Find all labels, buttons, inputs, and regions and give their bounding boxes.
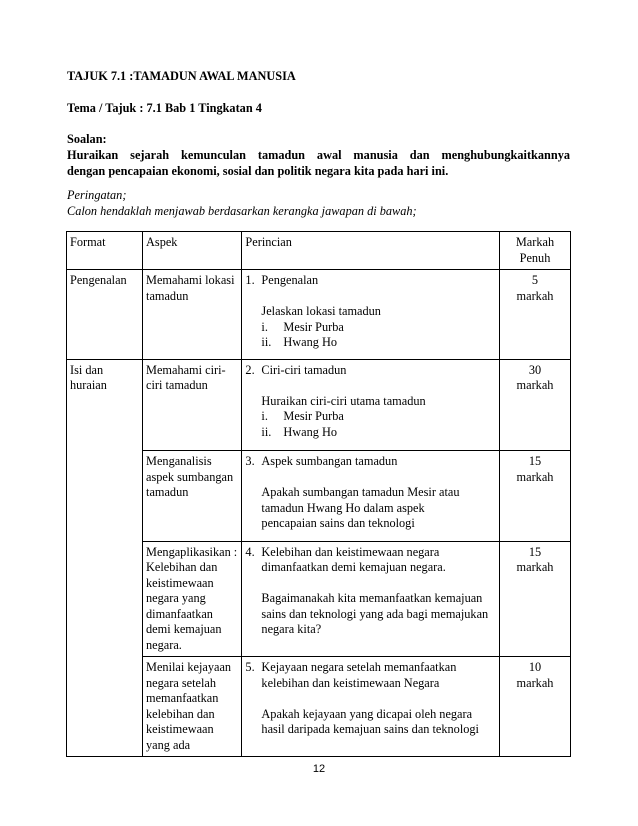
document-title: TAJUK 7.1 :TAMADUN AWAL MANUSIA bbox=[67, 69, 296, 83]
item-number: 2. bbox=[245, 362, 255, 377]
score-unit: markah bbox=[516, 560, 554, 574]
row-markah bbox=[499, 541, 570, 657]
table-header-row bbox=[67, 232, 571, 270]
sub-item-number: ii. bbox=[261, 424, 272, 439]
item-description: Huraikan ciri-ciri utama tamadun bbox=[261, 393, 426, 408]
score-unit: markah bbox=[516, 378, 554, 392]
peringatan-label: Peringatan; bbox=[67, 188, 127, 202]
score-value: 15 bbox=[528, 544, 542, 559]
score-value: 15 bbox=[528, 454, 542, 468]
item-description: Apakah kejayaan yang dicapai oleh negara hasil daripada kemajuan sains dan teknologi bbox=[261, 706, 479, 736]
header-markah: Markah Penuh bbox=[499, 232, 570, 270]
item-description: Bagaimanakah kita memanfaatkan kemajuan sains dan teknologi yang ada bagi memajukan negara kita? bbox=[261, 591, 489, 636]
header-aspek: Aspek bbox=[143, 232, 242, 270]
sub-item-number: i. bbox=[261, 319, 268, 334]
page-number: 12 bbox=[312, 763, 326, 775]
item-number: 5. bbox=[245, 660, 255, 674]
row-perincian bbox=[242, 359, 500, 451]
row-aspek: Memahami ciri-ciri tamadun bbox=[143, 359, 242, 451]
table-row bbox=[67, 270, 571, 360]
sub-item-text: Hwang Ho bbox=[283, 335, 338, 349]
soalan-line-1: Huraikan sejarah kemunculan tamadun awal manusia dan menghubungkaitkannya bbox=[67, 148, 570, 162]
row-markah bbox=[499, 657, 570, 757]
table-row bbox=[67, 359, 571, 451]
row-format: Isi dan huraian bbox=[67, 359, 143, 451]
item-number: 1. bbox=[245, 273, 255, 287]
row-format bbox=[67, 451, 143, 542]
score-unit: markah bbox=[516, 288, 554, 303]
item-title: Kelebihan dan keistimewaan negara dimanfaatkan demi kemajuan negara. bbox=[261, 544, 446, 574]
sub-item-text: Mesir Purba bbox=[283, 409, 344, 423]
tema-line: Tema / Tajuk : 7.1 Bab 1 Tingkatan 4 bbox=[67, 101, 262, 115]
score-value: 10 bbox=[528, 660, 542, 674]
row-perincian bbox=[242, 657, 500, 757]
item-description: Jelaskan lokasi tamadun bbox=[261, 304, 381, 318]
score-unit: markah bbox=[516, 675, 554, 690]
item-title: Kejayaan negara setelah memanfaatkan kelebihan dan keistimewaan Negara bbox=[261, 660, 457, 690]
item-title: Aspek sumbangan tamadun bbox=[261, 454, 398, 468]
row-perincian bbox=[242, 270, 500, 360]
instruction-text: Calon hendaklah menjawab berdasarkan kerangka jawapan di bawah; bbox=[67, 204, 417, 218]
row-format bbox=[67, 541, 143, 657]
sub-item-number: ii. bbox=[261, 335, 272, 349]
item-title: Ciri-ciri tamadun bbox=[261, 362, 347, 377]
soalan-line-2: dengan pencapaian ekonomi, sosial dan politik negara kita pada hari ini. bbox=[67, 164, 449, 178]
row-aspek: Menganalisis aspek sumbangan tamadun bbox=[143, 451, 242, 542]
item-number: 3. bbox=[245, 454, 255, 468]
row-aspek: Memahami lokasi tamadun bbox=[143, 270, 242, 360]
row-perincian bbox=[242, 451, 500, 542]
row-format bbox=[67, 657, 143, 757]
table-row bbox=[67, 451, 571, 542]
score-unit: markah bbox=[516, 469, 554, 484]
row-markah bbox=[499, 270, 570, 360]
row-aspek: Menilai kejayaan negara setelah memanfaatkan kelebihan dan keistimewaan yang ada bbox=[143, 657, 242, 757]
row-format: Pengenalan bbox=[67, 270, 143, 360]
row-markah bbox=[499, 359, 570, 451]
sub-item-number: i. bbox=[261, 409, 268, 423]
sub-item-text: Hwang Ho bbox=[283, 424, 338, 439]
row-perincian bbox=[242, 541, 500, 657]
item-title: Pengenalan bbox=[261, 273, 319, 287]
header-perincian: Perincian bbox=[242, 232, 500, 270]
answer-framework-table bbox=[66, 231, 571, 757]
soalan-text bbox=[67, 147, 570, 179]
table-row bbox=[67, 541, 571, 657]
score-value: 30 bbox=[528, 362, 542, 377]
score-value: 5 bbox=[531, 273, 539, 287]
row-aspek: Mengaplikasikan : Kelebihan dan keistimewaan negara yang dimanfaatkan demi kemajuan negara. bbox=[143, 541, 242, 657]
table-row bbox=[67, 657, 571, 757]
row-markah bbox=[499, 451, 570, 542]
item-description: Apakah sumbangan tamadun Mesir atau tamadun Hwang Ho dalam aspek pencapaian sains dan teknologi bbox=[261, 485, 460, 530]
header-format: Format bbox=[67, 232, 143, 270]
soalan-label: Soalan: bbox=[67, 132, 107, 146]
item-number: 4. bbox=[245, 544, 255, 559]
sub-item-text: Mesir Purba bbox=[283, 319, 344, 334]
